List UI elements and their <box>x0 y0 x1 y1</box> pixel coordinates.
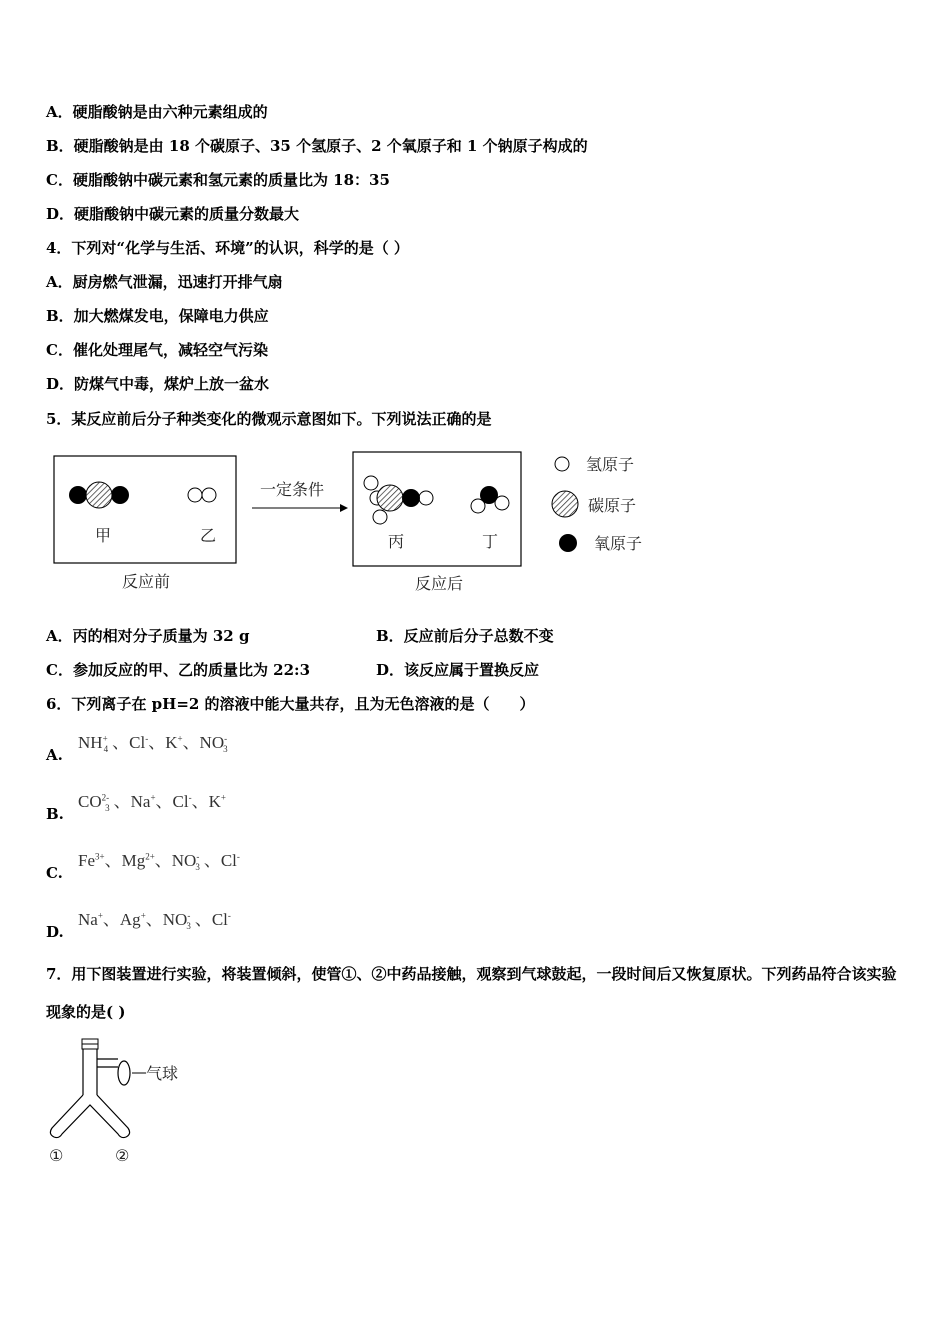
q4-option-b: B．加大燃煤发电，保障电力供应 <box>46 307 269 325</box>
q6-ions-c: $Fe^{3+}$、$Mg^{2+}$、$NO^-_3$ 、Cl- <box>78 851 240 873</box>
q7-stem: 7．用下图装置进行实验，将装置倾斜，使管①、②中药品接触，观察到气球鼓起，一段时间后又恢复原状。下列药品符合该实验现象的是( ) <box>46 965 897 1021</box>
q4-option-d: D．防煤气中毒，煤炉上放一盆水 <box>46 375 270 393</box>
q5-option-d: D．该反应属于置换反应 <box>376 661 540 679</box>
q5-option-a: A．丙的相对分子质量为 32 g <box>46 627 250 645</box>
q6-label-b: B. <box>46 805 64 824</box>
q3-option-c: C．硬脂酸钠中碳元素和氢元素的质量比为 18：35 <box>46 171 390 189</box>
q6-option-d <box>46 905 231 942</box>
q4-option-c: C．催化处理尾气，减轻空气污染 <box>46 341 268 359</box>
q6-ions-b: $CO^{2-}_3$ 、Na+、Cl-、K+ <box>78 792 226 814</box>
q3-option-a: A．硬脂酸钠是由六种元素组成的 <box>46 103 268 121</box>
label-jia: 甲 <box>95 526 112 545</box>
y-tube-apparatus <box>40 1035 220 1170</box>
q6-option-c <box>46 846 240 883</box>
tube-1-label: ① <box>49 1146 64 1165</box>
legend-hydrogen: 氢原子 <box>586 455 635 474</box>
q6-ions-d: Na+、Ag+、$NO^-_3$ 、Cl- <box>78 910 231 932</box>
legend-oxygen: 氧原子 <box>594 534 643 553</box>
label-before: 反应前 <box>122 572 171 591</box>
balloon-label: 气球 <box>146 1064 179 1083</box>
q3-option-d: D．硬脂酸钠中碳元素的质量分数最大 <box>46 205 300 223</box>
q6-label-a: A. <box>46 746 63 765</box>
q5-stem: 5．某反应前后分子种类变化的微观示意图如下。下列说法正确的是 <box>46 410 492 428</box>
reaction-diagram <box>40 445 680 605</box>
q4-option-a: A．厨房燃气泄漏，迅速打开排气扇 <box>46 273 283 291</box>
q6-stem: 6．下列离子在 pH=2 的溶液中能大量共存，且为无色溶液的是（ ） <box>46 695 535 713</box>
tube-2-label: ② <box>115 1146 130 1165</box>
label-bing: 丙 <box>388 532 405 551</box>
q5-option-b: B．反应前后分子总数不变 <box>376 627 554 645</box>
label-after: 反应后 <box>415 574 464 593</box>
q6-label-d: D. <box>46 923 64 942</box>
q6-option-b <box>46 787 226 824</box>
q5-option-c: C．参加反应的甲、乙的质量比为 22:3 <box>46 661 311 679</box>
q6-label-c: C. <box>46 864 63 883</box>
q4-stem: 4．下列对“化学与生活、环境”的认识，科学的是（ ） <box>46 239 409 257</box>
label-yi: 乙 <box>200 526 217 545</box>
label-ding: 丁 <box>482 532 499 551</box>
q6-option-a <box>46 728 232 765</box>
q6-ions-a: $NH^+_4$ 、Cl-、K+、$NO^-_3$ <box>78 733 228 755</box>
q3-option-b: B．硬脂酸钠是由 18 个碳原子、35 个氢原子、2 个氧原子和 1 个钠原子构成的 <box>46 137 588 155</box>
label-condition: 一定条件 <box>260 480 325 499</box>
legend-carbon: 碳原子 <box>588 496 637 515</box>
